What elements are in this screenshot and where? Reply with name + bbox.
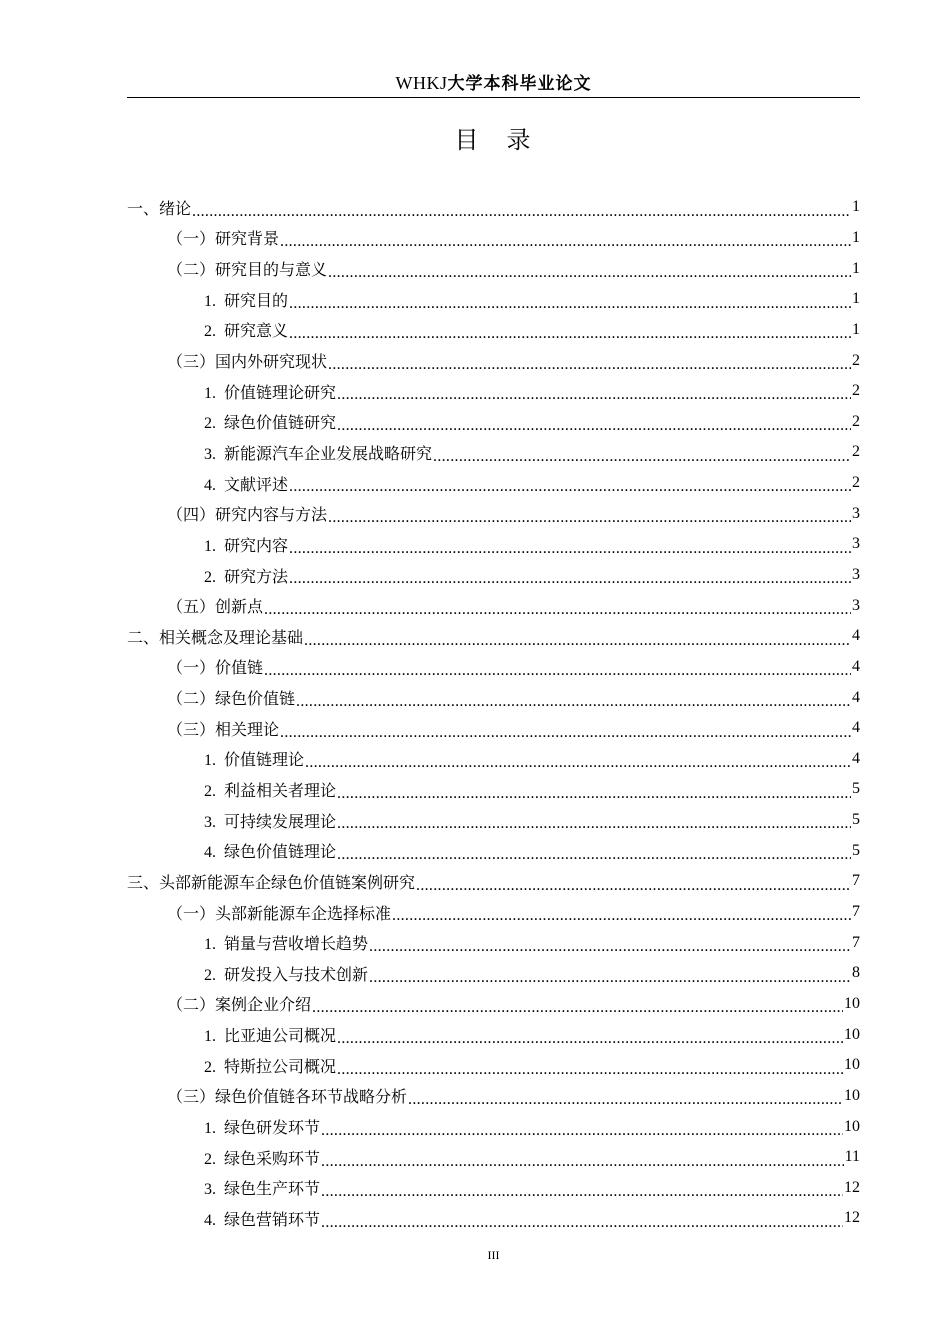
toc-entry[interactable] [127, 835, 860, 866]
toc-entry-page: 1 [852, 320, 860, 338]
toc-dot-leader [305, 758, 851, 774]
toc-entry[interactable] [127, 253, 860, 284]
toc-dot-leader [392, 911, 851, 927]
toc-entry-page: 2 [852, 382, 860, 400]
toc-entry-label [167, 992, 311, 1015]
toc-entry[interactable] [127, 1111, 860, 1142]
toc-entry-page: 1 [852, 228, 860, 246]
toc-entry[interactable] [127, 866, 860, 897]
toc-dot-leader [328, 513, 851, 529]
toc-dot-leader [289, 482, 851, 498]
toc-entry-label [167, 1084, 407, 1107]
footer-page-number: III [487, 1248, 500, 1262]
toc-entry-number: 2. [204, 1150, 216, 1168]
toc-entry[interactable] [127, 284, 860, 315]
toc-entry-number: 1. [204, 537, 216, 555]
toc-entry-text: （二）案例企业介绍 [167, 995, 312, 1015]
toc-entry-page: 10 [844, 1056, 860, 1074]
toc-entry-page: 1 [852, 259, 860, 277]
toc-entry-text: 二、相关概念及理论基础 [127, 627, 304, 647]
toc-entry-text: 绿色价值链理论 [224, 842, 337, 862]
toc-entry-label [167, 655, 263, 678]
toc-entry-page: 10 [844, 1086, 860, 1104]
toc-dot-leader [296, 697, 851, 713]
toc-entry-text: 研发投入与技术创新 [224, 964, 369, 984]
toc-entry[interactable] [127, 498, 860, 529]
toc-entry[interactable] [127, 774, 860, 805]
toc-entry[interactable] [127, 192, 860, 223]
toc-dot-leader [337, 789, 851, 805]
toc-dot-leader [337, 850, 851, 866]
toc-entry-page: 4 [852, 719, 860, 737]
toc-entry-page: 2 [852, 351, 860, 369]
toc-entry[interactable] [127, 590, 860, 621]
toc-entry-label [204, 1054, 336, 1077]
toc-entry[interactable] [127, 1081, 860, 1112]
toc-dot-leader [337, 819, 851, 835]
toc-entry-number: 2. [204, 323, 216, 341]
toc-dot-leader [289, 544, 851, 560]
toc-entry-page: 5 [852, 841, 860, 859]
toc-entry-page: 4 [852, 657, 860, 675]
toc-entry[interactable] [127, 1019, 860, 1050]
toc-dot-leader [289, 574, 851, 590]
toc-dot-leader [289, 299, 851, 315]
toc-entry-label [204, 1023, 336, 1046]
table-of-contents [127, 192, 860, 1234]
toc-dot-leader [192, 207, 851, 223]
toc-entry-number: 2. [204, 966, 216, 984]
toc-entry-text: 比亚迪公司概况 [224, 1026, 337, 1046]
toc-entry-page: 2 [852, 412, 860, 430]
toc-dot-leader [280, 728, 851, 744]
toc-entry-number: 1. [204, 384, 216, 402]
toc-entry-page: 3 [852, 535, 860, 553]
toc-dot-leader [264, 605, 851, 621]
toc-entry[interactable] [127, 406, 860, 437]
toc-entry-page: 1 [852, 198, 860, 216]
toc-entry-text: （一）研究背景 [167, 229, 280, 249]
toc-dot-leader [321, 1218, 843, 1234]
toc-entry-text: （四）研究内容与方法 [167, 505, 328, 525]
toc-entry-label [167, 901, 391, 924]
toc-entry-label [127, 196, 191, 219]
header-rule [127, 97, 860, 98]
toc-entry-page: 3 [852, 504, 860, 522]
toc-entry[interactable] [127, 345, 860, 376]
toc-entry-text: （一）头部新能源车企选择标准 [167, 903, 392, 923]
toc-dot-leader [321, 1187, 843, 1203]
toc-entry-number: 1. [204, 936, 216, 954]
toc-entry-number: 1. [204, 1028, 216, 1046]
toc-entry-text: （五）创新点 [167, 597, 264, 617]
toc-entry[interactable] [127, 927, 860, 958]
toc-entry-text: 一、绪论 [127, 198, 192, 218]
page-title: 目 录 [454, 126, 533, 154]
toc-entry-label [167, 717, 279, 740]
toc-entry-number: 3. [204, 813, 216, 831]
toc-entry-page: 3 [852, 596, 860, 614]
toc-entry[interactable] [127, 713, 860, 744]
toc-entry-text: 绿色价值链研究 [224, 413, 337, 433]
toc-entry-label [204, 1176, 320, 1199]
toc-entry-page: 11 [844, 1148, 860, 1166]
toc-entry-page: 4 [852, 627, 860, 645]
toc-entry-text: （二）绿色价值链 [167, 689, 296, 709]
toc-entry[interactable] [127, 315, 860, 346]
toc-entry-page: 10 [844, 1025, 860, 1043]
toc-entry-page: 10 [844, 994, 860, 1012]
toc-entry[interactable] [127, 1142, 860, 1173]
toc-dot-leader [328, 268, 851, 284]
toc-entry[interactable] [127, 560, 860, 591]
page-header [127, 70, 860, 96]
toc-dot-leader [321, 1126, 843, 1142]
toc-entry-label [204, 472, 288, 495]
toc-entry-label [204, 1146, 320, 1169]
toc-entry-number: 4. [204, 844, 216, 862]
toc-entry-text: （二）研究目的与意义 [167, 260, 328, 280]
toc-entry-text: 三、头部新能源车企绿色价值链案例研究 [127, 872, 416, 892]
header-cjk-text: 大学本科毕业论文 [447, 74, 592, 94]
toc-entry-page: 3 [852, 566, 860, 583]
toc-entry[interactable] [127, 989, 860, 1020]
toc-dot-leader [289, 329, 851, 345]
toc-entry-text: 研究意义 [224, 321, 289, 341]
toc-entry-page: 7 [852, 933, 860, 951]
toc-entry-label [204, 809, 336, 832]
toc-entry-label [127, 870, 415, 893]
toc-entry-page: 2 [852, 474, 860, 492]
toc-dot-leader [264, 666, 851, 682]
toc-dot-leader [304, 636, 851, 652]
toc-entry-text: 研究目的 [224, 290, 289, 310]
toc-entry-number: 3. [204, 1181, 216, 1199]
toc-entry-label [167, 502, 327, 525]
toc-entry-label [167, 594, 263, 617]
toc-entry-page: 5 [852, 811, 860, 829]
toc-entry-text: （三）相关理论 [167, 719, 280, 739]
toc-entry-page: 4 [852, 749, 860, 767]
toc-entry[interactable] [127, 468, 860, 499]
toc-entry-text: 新能源汽车企业发展战略研究 [224, 443, 433, 463]
toc-entry[interactable] [127, 529, 860, 560]
toc-entry-page: 8 [852, 964, 860, 982]
toc-entry-page: 12 [844, 1209, 860, 1227]
toc-entry-label [204, 931, 368, 954]
toc-entry-text: 绿色生产环节 [224, 1179, 321, 1199]
toc-entry-text: （三）绿色价值链各环节战略分析 [167, 1087, 408, 1107]
toc-entry-label [204, 778, 336, 801]
toc-entry-number: 1. [204, 1120, 216, 1138]
toc-dot-leader [369, 973, 851, 989]
toc-entry-number: 4. [204, 476, 216, 494]
toc-entry-label [204, 1115, 320, 1138]
toc-entry[interactable] [127, 621, 860, 652]
toc-entry[interactable] [127, 437, 860, 468]
toc-dot-leader [369, 942, 851, 958]
toc-entry-label [127, 625, 303, 648]
toc-dot-leader [416, 881, 851, 897]
toc-entry[interactable] [127, 223, 860, 254]
toc-entry-number: 2. [204, 415, 216, 433]
toc-dot-leader [433, 452, 851, 468]
toc-entry-number: 3. [204, 445, 216, 463]
toc-entry-label [167, 349, 327, 372]
toc-entry-text: （一）价值链 [167, 658, 264, 678]
toc-dot-leader [337, 1065, 843, 1081]
toc-entry[interactable] [127, 1173, 860, 1204]
toc-entry-number: 2. [204, 782, 216, 800]
toc-dot-leader [312, 1003, 843, 1019]
toc-entry-text: 价值链理论研究 [224, 382, 337, 402]
toc-dot-leader [280, 237, 851, 253]
toc-entry-label [167, 686, 295, 709]
toc-entry-page: 7 [852, 903, 860, 921]
toc-entry[interactable] [127, 1203, 860, 1234]
toc-entry-text: 可持续发展理论 [224, 811, 337, 831]
toc-dot-leader [337, 421, 851, 437]
toc-entry-number: 1. [204, 752, 216, 770]
toc-entry-label [204, 380, 336, 403]
toc-dot-leader [408, 1095, 843, 1111]
toc-entry-text: 价值链理论 [224, 750, 305, 770]
toc-entry-label [167, 226, 279, 249]
toc-entry-label [204, 533, 288, 556]
toc-dot-leader [328, 360, 851, 376]
toc-entry-label [204, 962, 368, 985]
toc-entry-text: 研究内容 [224, 535, 289, 555]
toc-entry-text: 利益相关者理论 [224, 780, 337, 800]
toc-entry-label [204, 1207, 320, 1230]
toc-entry-label [204, 747, 304, 770]
toc-entry[interactable] [127, 897, 860, 928]
toc-entry-page: 10 [844, 1117, 860, 1135]
toc-entry-number: 1. [204, 292, 216, 310]
toc-entry-label [204, 410, 336, 433]
toc-dot-leader [337, 390, 851, 406]
toc-entry-number: 2. [204, 568, 216, 586]
toc-entry-page: 4 [852, 688, 860, 706]
toc-entry-number: 4. [204, 1211, 216, 1229]
toc-entry-page: 1 [852, 290, 860, 308]
toc-entry-page: 7 [852, 872, 860, 890]
toc-entry-label [204, 441, 432, 464]
toc-entry-text: 特斯拉公司概况 [224, 1056, 337, 1076]
toc-entry-label [204, 564, 288, 587]
toc-entry[interactable] [127, 1050, 860, 1081]
toc-entry-text: 销量与营收增长趋势 [224, 934, 369, 954]
toc-entry-text: （三）国内外研究现状 [167, 352, 328, 372]
toc-entry-text: 文献评述 [224, 474, 289, 494]
toc-entry-page: 2 [852, 443, 860, 461]
toc-entry-text: 绿色营销环节 [224, 1209, 321, 1229]
toc-dot-leader [321, 1157, 844, 1173]
toc-entry-label [204, 839, 336, 862]
toc-entry[interactable] [127, 652, 860, 683]
header-latin-text: WHKJ [395, 73, 448, 93]
toc-dot-leader [337, 1034, 843, 1050]
toc-entry-page: 12 [844, 1178, 860, 1196]
toc-entry-number: 2. [204, 1058, 216, 1076]
toc-entry-label [204, 318, 288, 341]
toc-entry[interactable] [127, 376, 860, 407]
toc-entry[interactable] [127, 805, 860, 836]
toc-entry-text: 绿色研发环节 [224, 1118, 321, 1138]
toc-entry-label [167, 257, 327, 280]
toc-entry-text: 绿色采购环节 [224, 1148, 321, 1168]
toc-entry[interactable] [127, 682, 860, 713]
toc-entry[interactable] [127, 744, 860, 775]
toc-entry-label [204, 288, 288, 311]
toc-entry-text: 研究方法 [224, 566, 289, 586]
toc-entry[interactable] [127, 958, 860, 989]
toc-entry-page: 5 [852, 780, 860, 798]
